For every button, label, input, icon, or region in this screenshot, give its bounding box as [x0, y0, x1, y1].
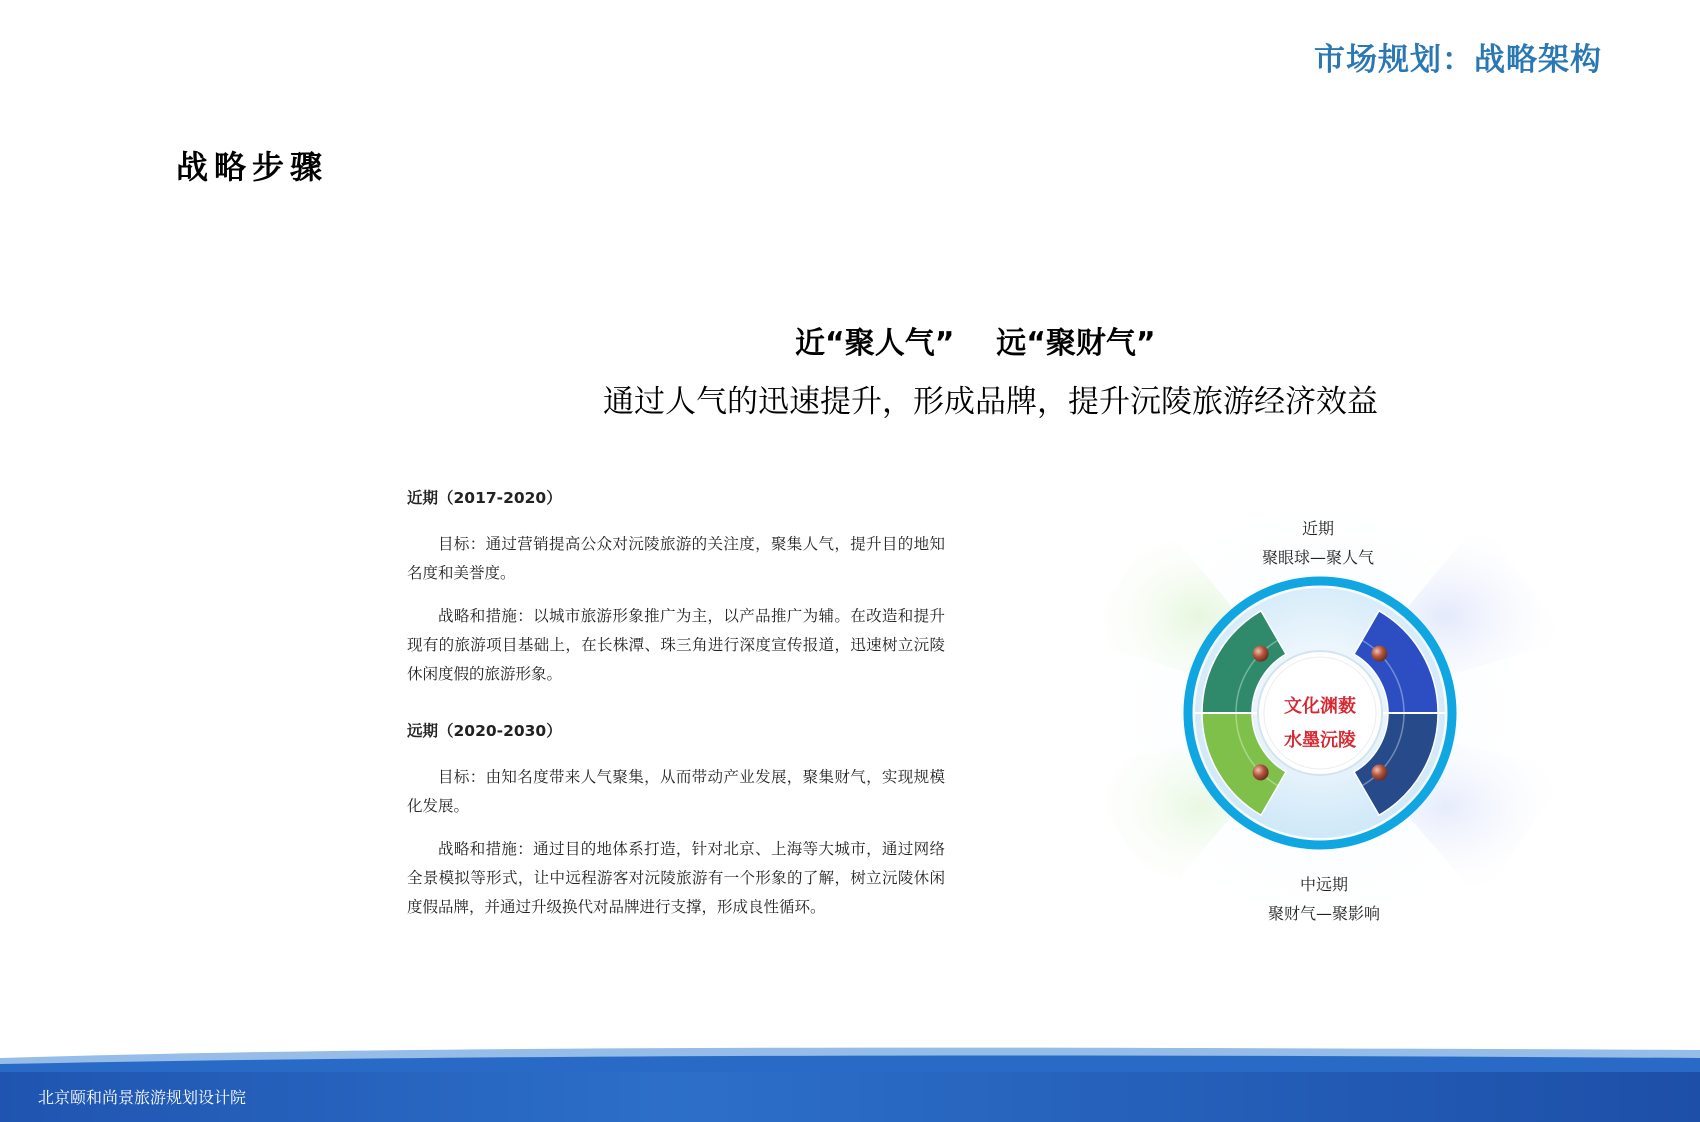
center-slogan — [1260, 692, 1380, 752]
phase-strategy: 战略和措施：通过目的地体系打造，针对北京、上海等大城市，通过网络全景模拟等形式，让中远程游客对沅陵旅游有一个形象的了解，树立沅陵休闲度假品牌，并通过升级换代对品牌进行支撑，形成良性循环。 — [407, 840, 945, 916]
header-title: 市场规划：战略架构 — [1314, 42, 1602, 78]
phase-title: 近期（2017-2020） — [407, 489, 562, 507]
section-title: 战略步骤 — [176, 148, 329, 186]
phase-near — [407, 484, 945, 689]
long-term-label: 中远期 聚财气—聚影响 — [1267, 875, 1380, 923]
phase-goal: 目标：由知名度带来人气聚集，从而带动产业发展，聚集财气，实现规模化发展。 — [407, 768, 945, 815]
headline-secondary: 通过人气的迅速提升，形成品牌，提升沅陵旅游经济效益 — [603, 384, 1378, 420]
quadrant-lower-left-bead — [1253, 764, 1269, 780]
near-term-label: 近期 聚眼球—聚人气 — [1261, 519, 1374, 567]
phase-title: 远期（2020-2030） — [407, 722, 562, 740]
phase-strategy: 战略和措施：以城市旅游形象推广为主，以产品推广为辅。在改造和提升现有的旅游项目基础上，在长株潭、珠三角进行深度宣传报道，迅速树立沅陵休闲度假的旅游形象。 — [407, 607, 945, 683]
quadrant-upper-left-bead — [1253, 646, 1269, 662]
footer-wave — [0, 1044, 1700, 1072]
quadrant-upper-right-bead — [1371, 646, 1387, 662]
phase-far — [407, 717, 945, 922]
center-slogan-line2: 水墨沅陵 — [1284, 730, 1356, 751]
footer-organization: 北京颐和尚景旅游规划设计院 — [38, 1088, 247, 1107]
phase-goal: 目标：通过营销提高公众对沅陵旅游的关注度，聚集人气，提升目的地知名度和美誉度。 — [407, 535, 945, 582]
phase-text-column — [407, 484, 945, 936]
strategy-wheel-diagram — [1040, 470, 1600, 950]
center-slogan-line1: 文化渊薮 — [1284, 696, 1356, 717]
quadrant-lower-right-bead — [1371, 764, 1387, 780]
headline-primary: 近“聚人气” 远“聚财气” — [795, 326, 1156, 361]
footer-bar — [0, 1072, 1700, 1122]
